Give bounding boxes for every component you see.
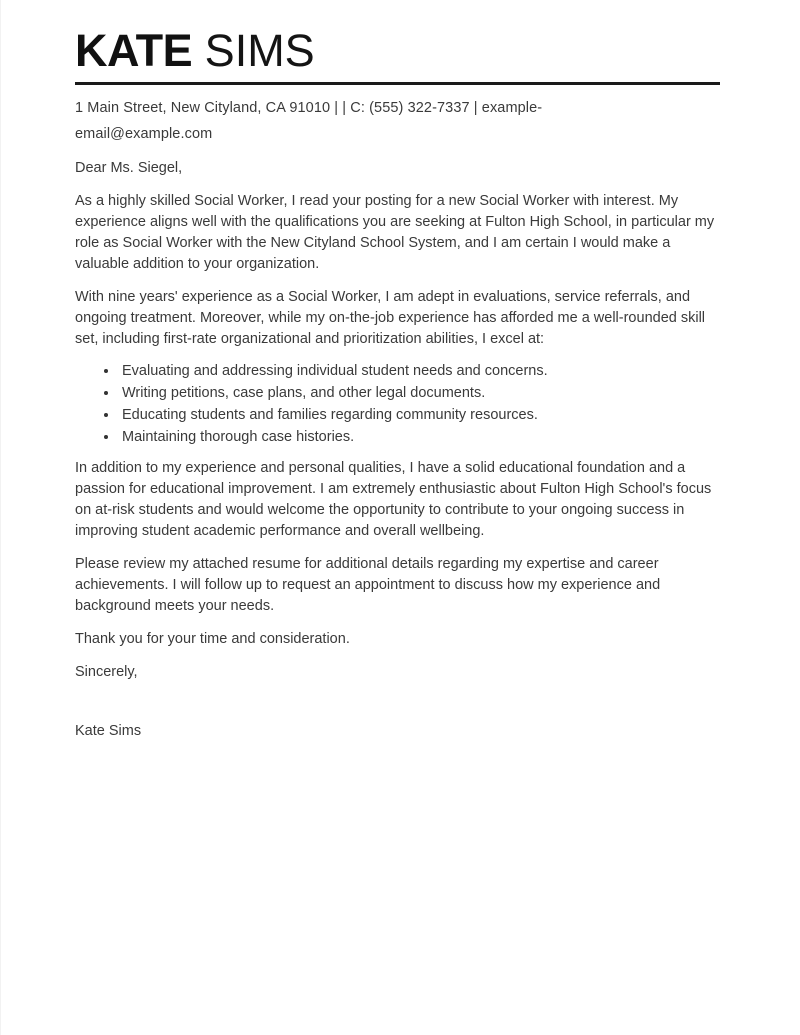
letterhead xyxy=(75,25,723,76)
paragraph-4: Please review my attached resume for additional details regarding my expertise and career achievements. I will follow up to request an appointment to discuss how my experience and background meets your needs. xyxy=(75,556,661,614)
list-item xyxy=(75,427,723,447)
bullet-icon xyxy=(104,391,108,395)
list-item-label: Evaluating and addressing individual student needs and concerns. xyxy=(122,363,548,379)
list-item xyxy=(75,405,723,425)
thank-you-line: Thank you for your time and consideration. xyxy=(75,631,350,647)
sign-off: Sincerely, xyxy=(75,664,138,680)
bullet-icon xyxy=(104,413,108,417)
signature-name: Kate Sims xyxy=(75,723,142,739)
salutation: Dear Ms. Siegel, xyxy=(75,160,183,176)
paragraph-2: With nine years' experience as a Social Worker, I am adept in evaluations, service referrals, and ongoing treatment. Moreover, while my on-the-job experience has afforded me a well-rounded skill set, including first-rate organizational and prioritization abilities, I excel at: xyxy=(75,289,706,347)
bullet-icon xyxy=(104,435,108,439)
bullet-icon xyxy=(104,369,108,373)
paragraph-3: In addition to my experience and personal qualities, I have a solid educational foundation and a passion for educational improvement. I am extremely enthusiastic about Fulton High School's focus on at-risk students and would welcome the opportunity to contribute to your ongoing success in improving student academic performance and overall wellbeing. xyxy=(75,460,712,539)
letter-body xyxy=(75,158,723,742)
header-divider xyxy=(75,82,720,85)
contact-info: 1 Main Street, New Cityland, CA 91010 | | C: (555) 322-7337 | example-email@example.com xyxy=(75,100,543,142)
letter-content xyxy=(75,25,723,742)
list-item-label: Writing petitions, case plans, and other legal documents. xyxy=(122,385,486,401)
qualifications-list xyxy=(75,361,723,447)
list-item xyxy=(75,383,723,403)
first-name: KATE xyxy=(75,25,193,76)
list-item xyxy=(75,361,723,381)
list-item-label: Maintaining thorough case histories. xyxy=(122,429,355,445)
last-name: SIMS xyxy=(192,25,315,76)
list-item-label: Educating students and families regarding community resources. xyxy=(122,407,538,423)
paragraph-1: As a highly skilled Social Worker, I read your posting for a new Social Worker with interest. My experience aligns well with the qualifications you are seeking at Fulton High School, in particular my role as Social Worker with the New Cityland School System, and I am certain I would make a valuable addition to your organization. xyxy=(75,193,715,272)
page-left-border xyxy=(0,0,1,1035)
